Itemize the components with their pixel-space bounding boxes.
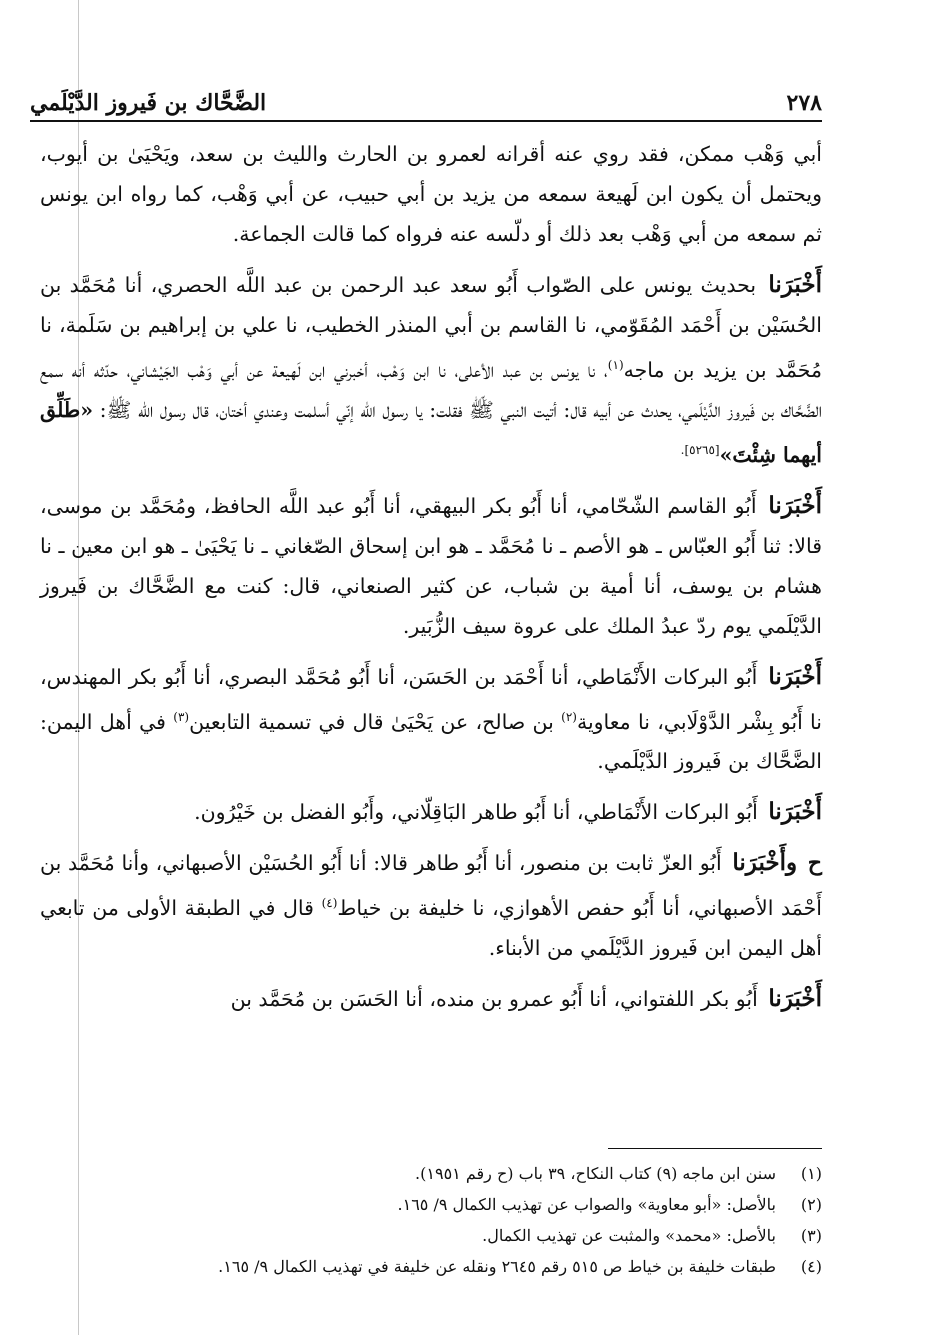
paragraph-text: أَبُو القاسم الشّحّامي، أنا أَبُو بكر البيهقي، أنا أَبُو عبد اللَّه الحافظ، ومُحَمَّد بن موسى، قالا: ثنا أَبُو العبّاس ـ هو الأصم ـ نا مُحَمَّد ـ هو ابن إسحاق الصّغاني ـ نا يَحْيَىٰ ـ هو ابن معين ـ نا هشام بن يوسف، أنا أمية بن شباب، عن كثير الصنعاني، قال: كنت مع الضَّحَّاك بن فَيروز الدَّيْلَمي يوم ردّ عبدُ الملك على عروة سيف الزُّبَير.: [40, 493, 822, 638]
paragraph-7: [40, 979, 822, 1019]
footnote-1: [40, 1158, 822, 1189]
paragraph-3: [40, 486, 822, 646]
akhbarana-lead: أَخْبَرَنا: [768, 798, 822, 826]
footnote-text: بالأصل: «محمد» والمثبت عن تهذيب الكمال.: [482, 1226, 776, 1245]
hadith-number: [٥٢٦٥].: [680, 442, 720, 457]
footnote-text: سنن ابن ماجه (٩) كتاب النكاح، ٣٩ باب (ح رقم ١٩٥١).: [415, 1164, 776, 1183]
main-text: [40, 134, 822, 1030]
footnote-2: [40, 1189, 822, 1220]
footnote-3: [40, 1220, 822, 1251]
akhbarana-lead: أَخْبَرَنا: [768, 985, 822, 1013]
paragraph-text-cont: قال في الطبقة الأولى من تابعي أهل اليمن ابن فَيروز الدَّيْلَمي من الأبناء.: [40, 896, 822, 961]
footnote-ref-4[interactable]: (٤): [321, 896, 338, 911]
running-title: الضَّحَّاك بن فَيروز الدَّيْلَمي: [30, 90, 267, 116]
footnotes: [40, 1158, 822, 1282]
paragraph-1: [40, 134, 822, 254]
page-header: [30, 72, 822, 116]
akhbarana-lead: أَخْبَرَنا: [768, 491, 822, 519]
tahwil-marker: ح: [807, 850, 822, 877]
footnote-ref-2[interactable]: (٢): [561, 709, 577, 724]
paragraph-text: أَبُو بكر اللفتواني، أنا أَبُو عمرو بن منده، أنا الحَسَن بن مُحَمَّد بن: [230, 987, 758, 1012]
page-number: ٢٧٨: [786, 90, 822, 116]
footnote-4: [40, 1251, 822, 1282]
paragraph-text-cont: بن صالح، عن يَحْيَىٰ قال في تسمية التابعين: [189, 709, 562, 734]
paragraph-4: [40, 657, 822, 782]
footnote-rule: [608, 1148, 822, 1149]
paragraph-6: [40, 843, 822, 968]
footnote-text: طبقات خليفة بن خياط ص ٥١٥ رقم ٢٦٤٥ ونقله عن خليفة في تهذيب الكمال ٩/ ١٦٥.: [218, 1257, 776, 1276]
paragraph-text: أَبُو العزّ ثابت بن منصور، أنا أَبُو طاهر قالا: أنا أَبُو الحُسَيْن الأصبهاني، وأنا مُحَمَّد بن أَحْمَد الأصبهاني، أنا أَبُو حفص الأهوازي، نا خليفة بن خياط: [40, 851, 822, 921]
paragraph-text-end: في أهل اليمن: الضَّحَّاك بن فَيروز الدَّيْلَمي.: [40, 709, 822, 774]
paragraph-text: أَبُو البركات الأَنْمَاطي، أنا أَبُو طاهر البَاقِلّاني، وأَبُو الفضل بن خَيْرُون.: [194, 800, 758, 825]
footnote-ref-3[interactable]: (٣): [173, 709, 190, 724]
paragraph-text: أَبُو البركات الأَنْمَاطي، أنا أَحْمَد بن الحَسَن، أنا أَبُو مُحَمَّد البصري، أنا أَبُو بكر المهندس، نا أَبُو بِشْر الدَّوْلَابي، نا معاوية: [40, 664, 822, 734]
paragraph-2: [40, 265, 822, 475]
paragraph-text: أبي وَهْب ممكن، فقد روي عنه أقرانه لعمرو بن الحارث والليث بن سعد، ويَحْيَىٰ بن أيوب، ويحتمل أن يكون ابن لَهيعة سمعه من يزيد بن أبي حبيب، عن أبي وَهْب، كما رواه ابن يونس ثم سمعه من أبي وَهْب بعد ذلك أو دلّسه عنه فرواه كما قالت الجماعة.: [40, 142, 822, 246]
footnote-number: (٢): [800, 1195, 822, 1214]
paragraph-text: بحديث يونس على الصّواب أَبُو سعد عبد الرحمن بن عبد اللَّه الحصري، أنا مُحَمَّد بن الحُسَيْن بن أَحْمَد المُقَوّمي، نا القاسم بن أبي المنذر الخطيب، نا علي بن إبراهيم بن سَلَمة، نا مُحَمَّد بن يزيد بن ماجه: [40, 273, 822, 382]
footnote-number: (٣): [800, 1226, 822, 1245]
akhbarana-lead: وأَخْبَرَنا: [732, 849, 798, 877]
footnote-number: (٤): [800, 1257, 822, 1276]
paragraph-5: [40, 792, 822, 832]
akhbarana-lead: أَخْبَرَنا: [768, 271, 822, 298]
akhbarana-lead: أَخْبَرَنا: [768, 662, 822, 690]
paragraph-text-cont: ، نا يونس بن عبد الأعلى، نا ابن وَهْب، أخبرني ابن لَهيعة عن أبي وَهْب الجَيْشاني، حدّثه أنه سمع الضَّحَّاك بن فَيروز الدَّيْلَمي، يحدث عن أبيه قال: أتيت النبي ﷺ فقلت: يا رسول الله إنّي أسلمت وعندي أختان، قال رسول الله ﷺ:: [40, 357, 822, 422]
hadith-quote: «طَلِّق أيهما شِئْتَ»: [40, 397, 822, 467]
footnote-ref-1[interactable]: (١): [607, 358, 624, 372]
header-rule: [30, 120, 822, 122]
footnote-text: بالأصل: «أبو معاوية» والصواب عن تهذيب الكمال ٩/ ١٦٥.: [397, 1195, 776, 1214]
footnote-number: (١): [800, 1164, 822, 1183]
